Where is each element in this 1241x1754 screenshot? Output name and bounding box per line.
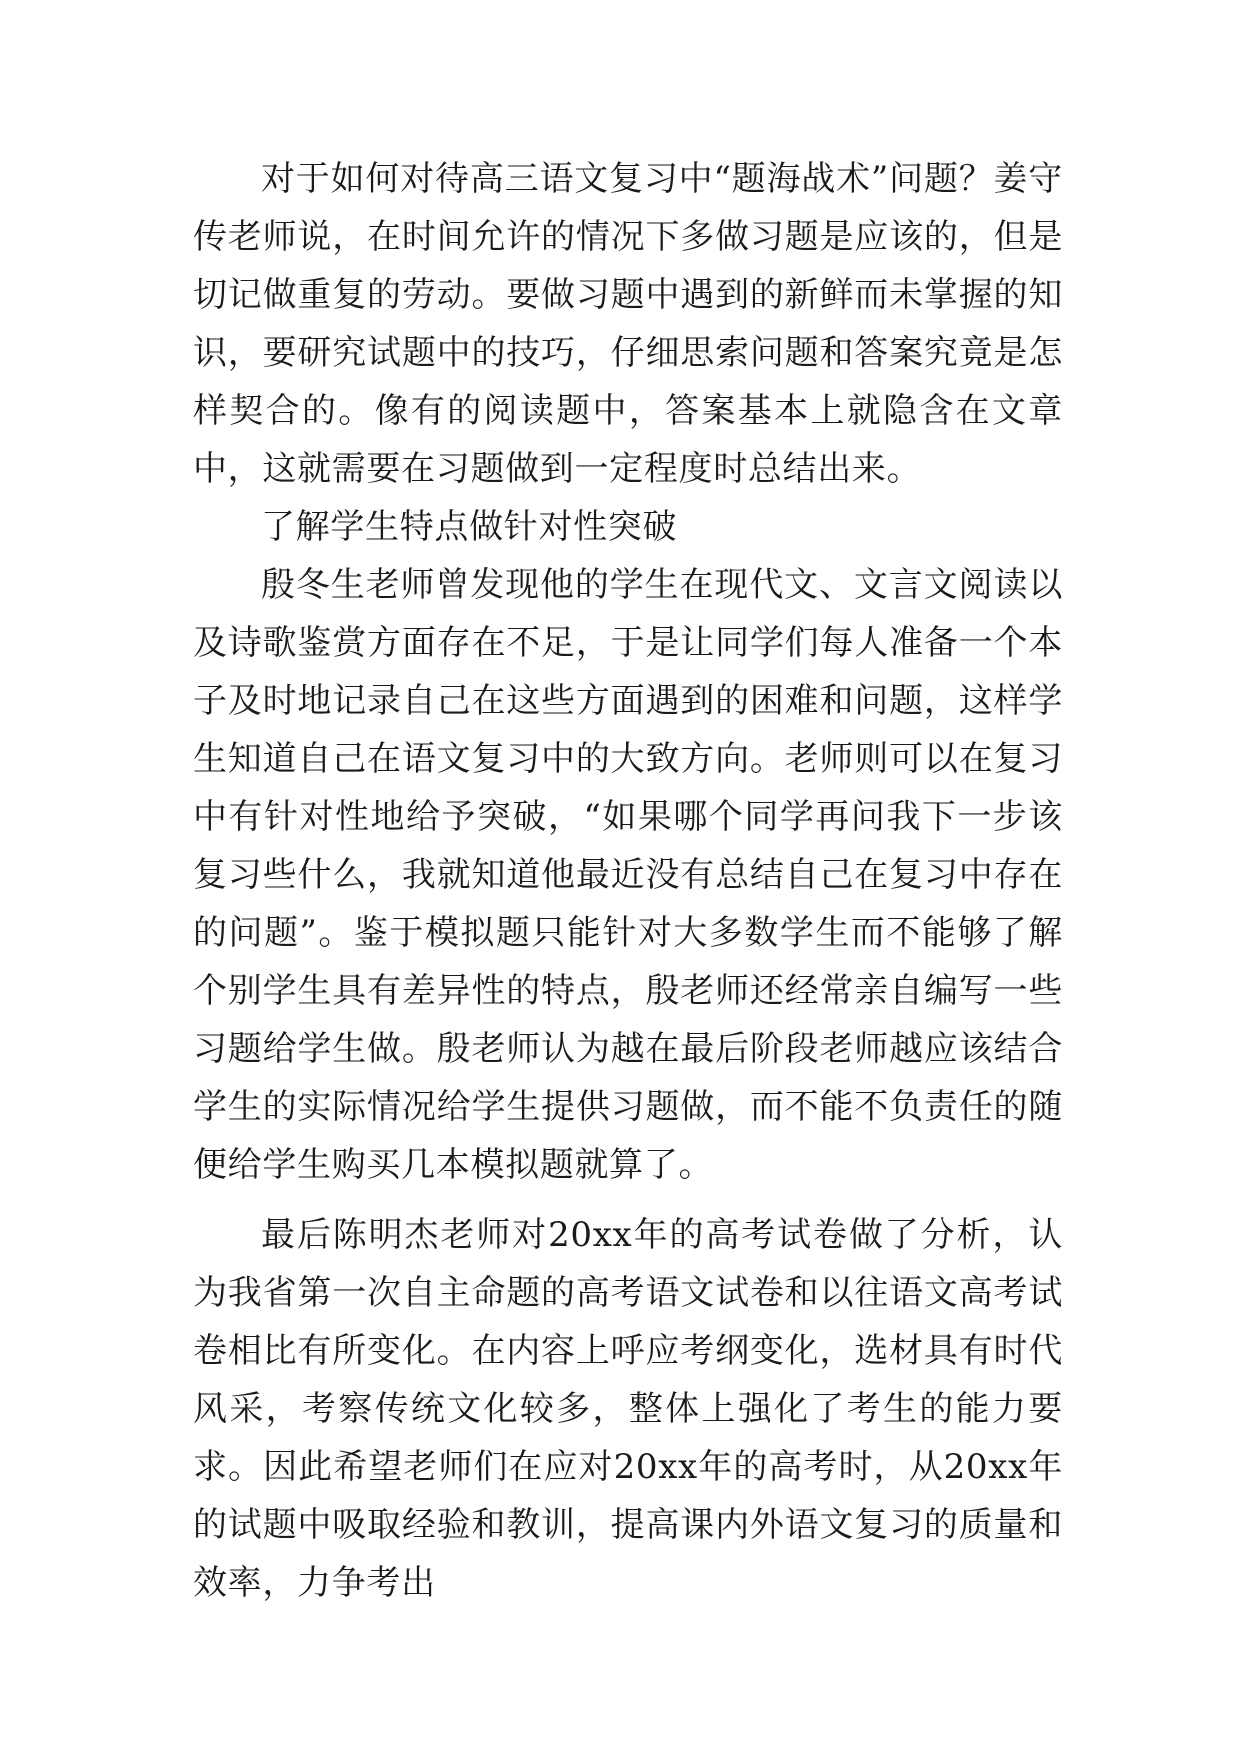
document-body	[193, 150, 1063, 1612]
paragraph-exam-analysis: 最后陈明杰老师对20xx年的高考试卷做了分析，认为我省第一次自主命题的高考语文试卷和以往语文高考试卷相比有所变化。在内容上呼应考纲变化，选材具有时代风采，考察传统文化较多，整体上强化了考生的能力要求。因此希望老师们在应对20xx年的高考时，从20xx年的试题中吸取经验和教训，提高课内外语文复习的质量和效率，力争考出	[193, 1215, 1063, 1603]
paragraph-targeted-breakthrough: 殷冬生老师曾发现他的学生在现代文、文言文阅读以及诗歌鉴赏方面存在不足，于是让同学们每人准备一个本子及时地记录自己在这些方面遇到的困难和问题，这样学生知道自己在语文复习中的大致方向。老师则可以在复习中有针对性地给予突破，“如果哪个同学再问我下一步该复习些什么，我就知道他最近没有总结自己在复习中存在的问题”。鉴于模拟题只能针对大多数学生而不能够了解个别学生具有差异性的特点，殷老师还经常亲自编写一些习题给学生做。殷老师认为越在最后阶段老师越应该结合学生的实际情况给学生提供习题做，而不能不负责任的随便给学生购买几本模拟题就算了。	[193, 565, 1063, 1185]
paragraph-exercise-strategy: 对于如何对待高三语文复习中“题海战术”问题？姜守传老师说，在时间允许的情况下多做习题是应该的，但是切记做重复的劳动。要做习题中遇到的新鲜而未掌握的知识，要研究试题中的技巧，仔细思索问题和答案究竟是怎样契合的。像有的阅读题中，答案基本上就隐含在文章中，这就需要在习题做到一定程度时总结出来。	[193, 159, 1063, 489]
section-heading: 了解学生特点做针对性突破	[261, 507, 678, 547]
